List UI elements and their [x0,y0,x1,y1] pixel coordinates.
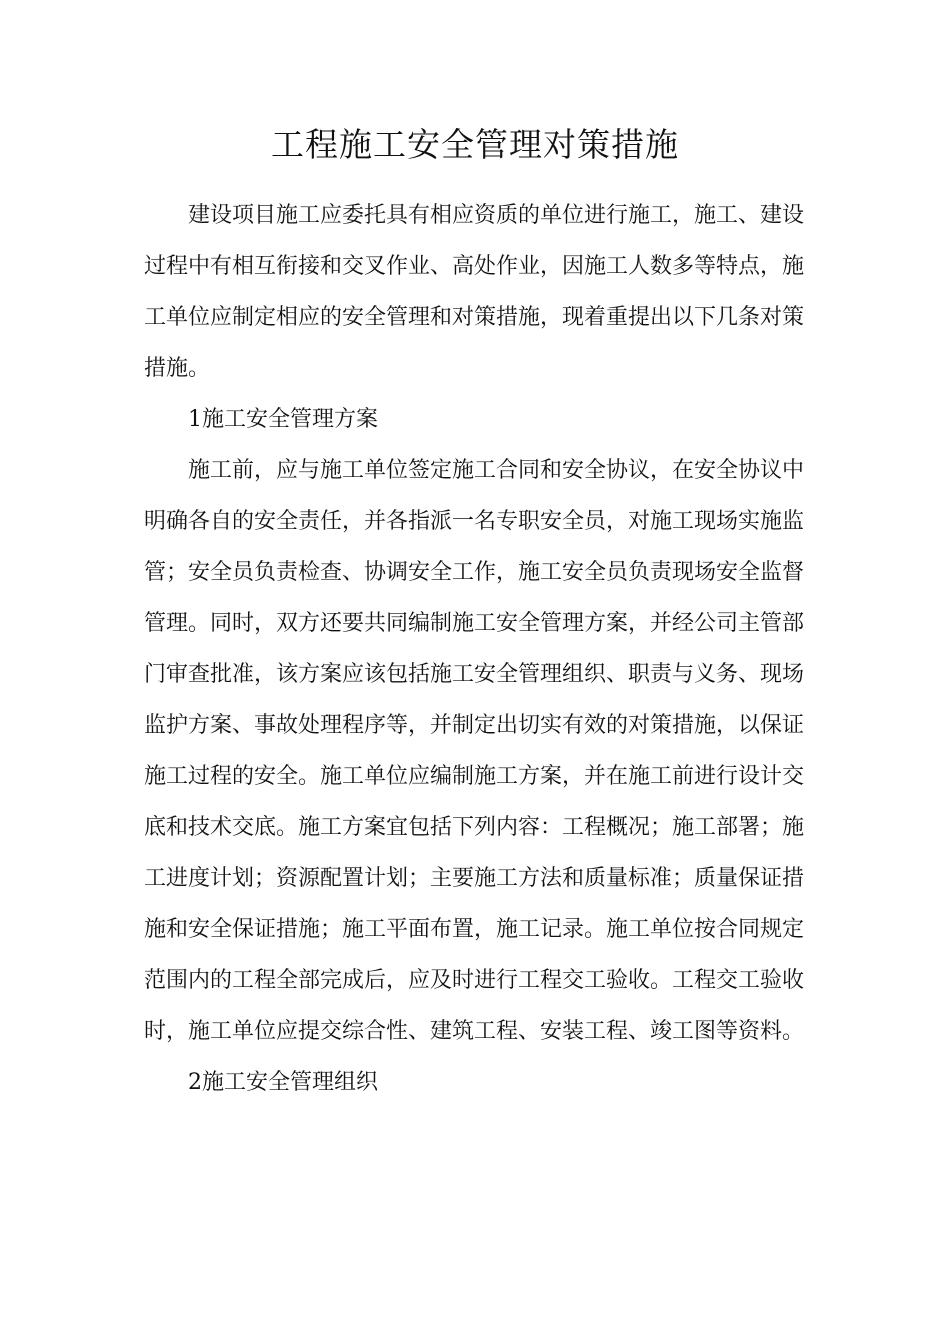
document-body [144,190,804,1108]
section-heading-1: 1施工安全管理方案 [188,407,378,432]
intro-paragraph: 建设项目施工应委托具有相应资质的单位进行施工，施工、建设过程中有相互衔接和交叉作业、高处作业，因施工人数多等特点，施工单位应制定相应的安全管理和对策措施，现着重提出以下几条对策措施。 [144,203,805,381]
section-heading-2: 2施工安全管理组织 [188,1070,378,1095]
document-title: 工程施工安全管理对策措施 [271,125,679,164]
section-paragraph-1: 施工前，应与施工单位签定施工合同和安全协议，在安全协议中明确各自的安全责任，并各指派一名专职安全员，对施工现场实施监管；安全员负责检查、协调安全工作，施工安全员负责现场安全监督管理。同时，双方还要共同编制施工安全管理方案，并经公司主管部门审查批准，该方案应该包括施工安全管理组织、职责与义务、现场监护方案、事故处理程序等，并制定出切实有效的对策措施，以保证施工过程的安全。施工单位应编制施工方案，并在施工前进行设计交底和技术交底。施工方案宜包括下列内容：工程概况；施工部署；施工进度计划；资源配置计划；主要施工方法和质量标准；质量保证措施和安全保证措施；施工平面布置，施工记录。施工单位按合同规定范围内的工程全部完成后，应及时进行工程交工验收。工程交工验收时，施工单位应提交综合性、建筑工程、安装工程、竣工图等资料。 [144,458,805,1044]
